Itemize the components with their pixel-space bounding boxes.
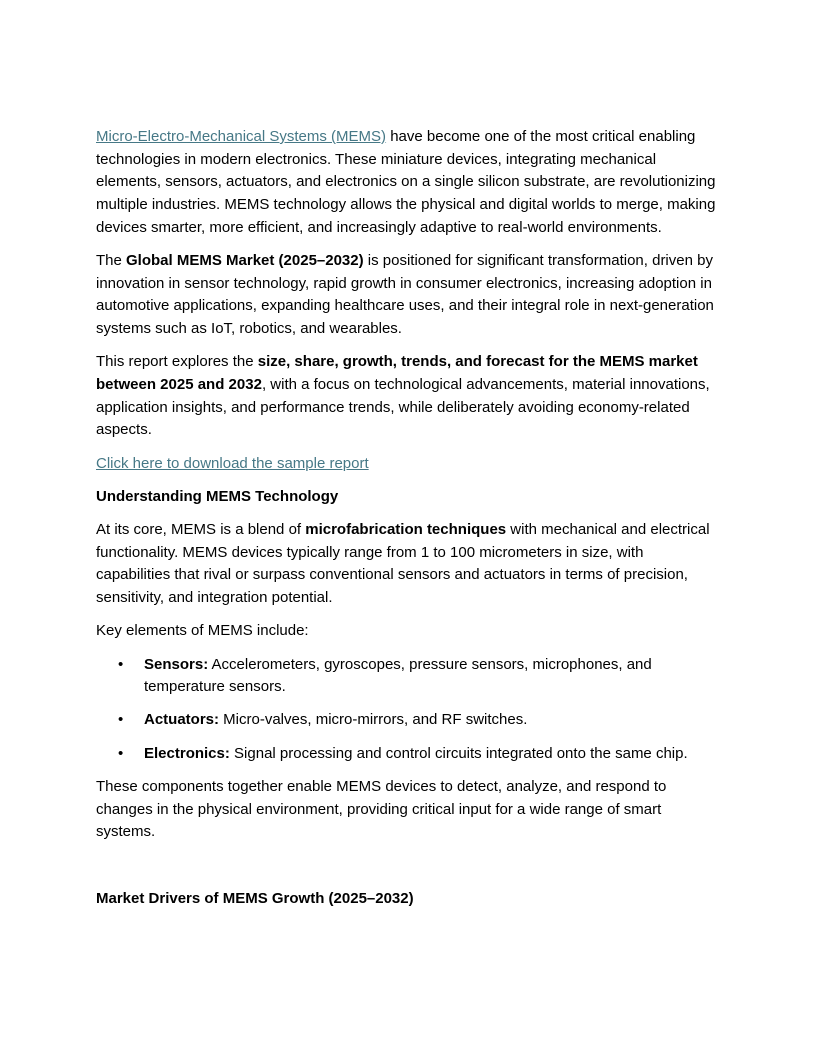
section-heading-market-drivers: Market Drivers of MEMS Growth (2025–2032)	[96, 890, 414, 908]
list-item-label: Actuators:	[144, 711, 220, 729]
spacer	[96, 854, 721, 888]
list-item-text: Accelerometers, gyroscopes, pressure sensors, microphones, and temperature sensors.	[144, 655, 652, 696]
list-item-label: Sensors:	[144, 655, 209, 673]
section-heading-understanding: Understanding MEMS Technology	[96, 487, 339, 505]
bullet-icon: •	[118, 655, 124, 673]
key-elements-list	[96, 654, 721, 766]
core-paragraph	[96, 519, 721, 610]
mems-link[interactable]: Micro-Electro-Mechanical Systems (MEMS)	[96, 128, 387, 145]
download-paragraph	[96, 453, 721, 476]
key-elements-intro: Key elements of MEMS include:	[96, 622, 309, 640]
market-bold-text: Global MEMS Market (2025–2032)	[126, 252, 364, 270]
download-sample-report-link[interactable]: Click here to download the sample report	[96, 454, 369, 472]
list-item-text: Micro-valves, micro-mirrors, and RF switches.	[219, 711, 528, 729]
components-paragraph: These components together enable MEMS devices to detect, analyze, and respond to changes in the physical environment, providing critical input for a wide range of smart systems.	[96, 777, 667, 841]
bullet-icon: •	[118, 744, 124, 762]
report-paragraph	[96, 351, 721, 442]
core-text-pre: At its core, MEMS is a blend of	[96, 521, 306, 539]
list-item-text: Signal processing and control circuits integrated onto the same chip.	[229, 744, 688, 762]
list-item	[96, 709, 721, 732]
core-text-post: with mechanical and electrical functionality. MEMS devices typically range from 1 to 100 micrometers in size, with capabilities that rival or surpass conventional sensors and actuators in terms of precision, sensitivity, and integration potential.	[96, 521, 710, 607]
list-item	[96, 654, 721, 699]
list-item	[96, 743, 721, 766]
report-text-post: , with a focus on technological advancements, material innovations, application insights, and performance trends, while deliberately avoiding economy-related aspects.	[96, 376, 710, 439]
market-text-post: is positioned for significant transformation, driven by innovation in sensor technology, rapid growth in consumer electronics, increasing adoption in automotive applications, expanding healthcare uses, and their integral role in next-generation systems such as IoT, robotics, and wearables.	[96, 252, 714, 338]
intro-paragraph	[96, 126, 721, 240]
report-bold-text: size, share, growth, trends, and forecast for the MEMS market between 2025 and 2032	[96, 353, 698, 394]
core-bold-text: microfabrication techniques	[305, 521, 507, 539]
report-text-pre: This report explores the	[96, 353, 258, 371]
bullet-icon: •	[118, 711, 124, 729]
list-item-label: Electronics:	[144, 744, 230, 762]
document-page	[96, 126, 721, 922]
intro-text: have become one of the most critical enabling technologies in modern electronics. These miniature devices, integrating mechanical elements, sensors, actuators, and electronics on a single silicon substrate, are revolutionizing multiple industries. MEMS technology allows the physical and digital worlds to merge, making devices smarter, more efficient, and increasingly adaptive to real-world environments.	[96, 128, 716, 236]
market-paragraph	[96, 250, 721, 341]
market-text-pre: The	[96, 252, 127, 270]
